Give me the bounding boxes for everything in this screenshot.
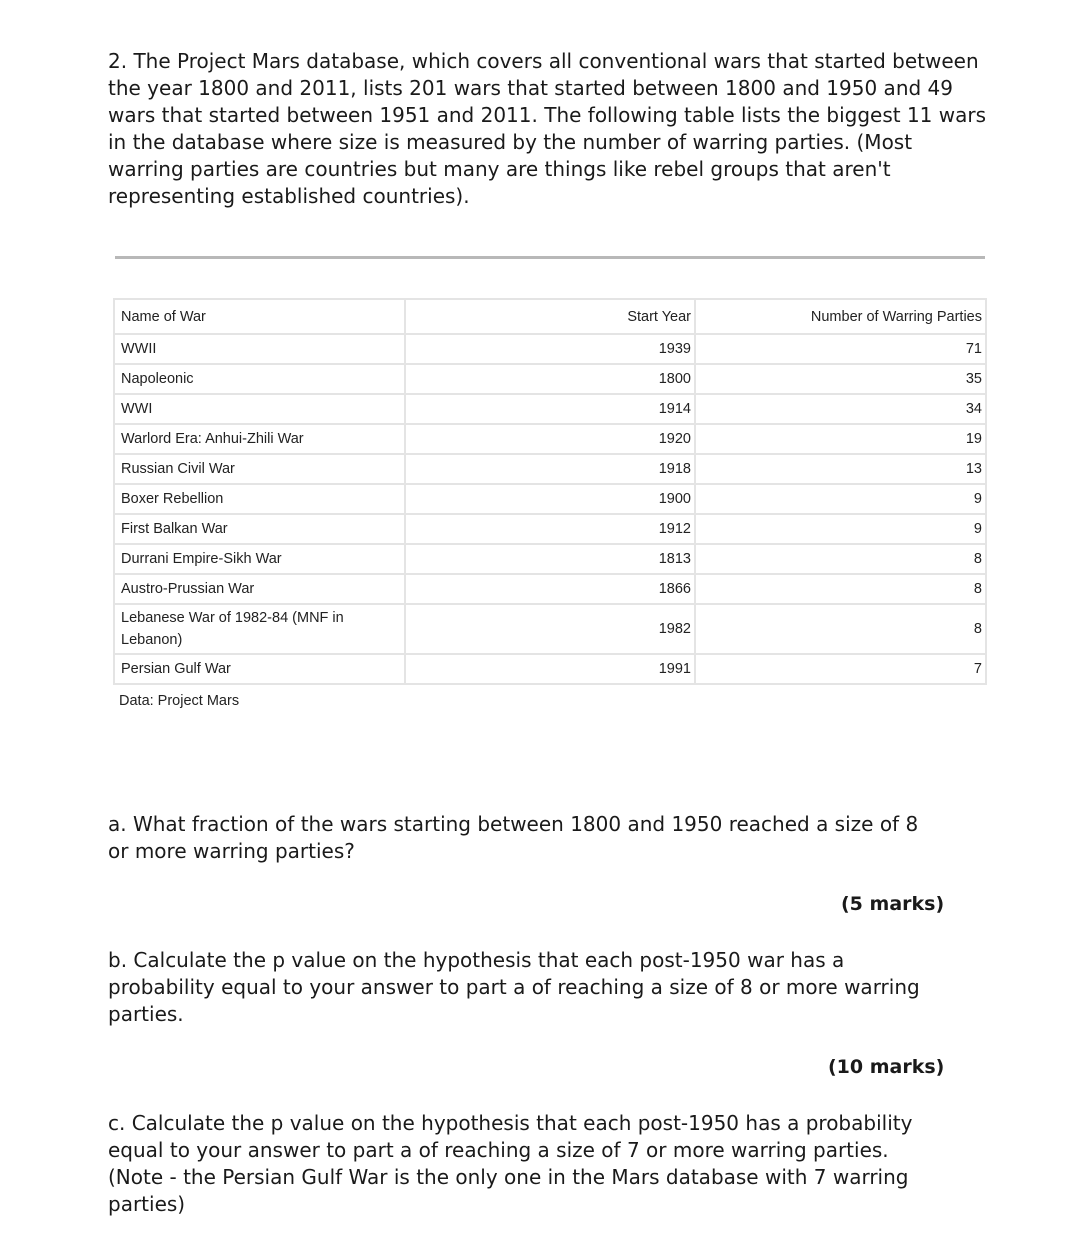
warring-parties-cell: 71 bbox=[695, 334, 986, 364]
war-name-cell: Russian Civil War bbox=[114, 454, 405, 484]
header-number-of-warring-parties: Number of Warring Parties bbox=[695, 299, 986, 334]
war-name-cell: Napoleonic bbox=[114, 364, 405, 394]
war-name-cell: WWII bbox=[114, 334, 405, 364]
start-year-cell: 1800 bbox=[405, 364, 695, 394]
table-row bbox=[114, 604, 986, 654]
start-year-cell: 1813 bbox=[405, 544, 695, 574]
war-name-cell: Austro-Prussian War bbox=[114, 574, 405, 604]
start-year-cell: 1912 bbox=[405, 514, 695, 544]
question-intro: 2. The Project Mars database, which covers all conventional wars that started between the year 1800 and 2011, lists 201 wars that started between 1800 and 1950 and 49 wars that started between 1951 and 2011. The following table lists the biggest 11 wars in the database where size is measured by the number of warring parties. (Most warring parties are countries but many are things like rebel groups that aren't representing established countries). bbox=[108, 49, 987, 208]
war-name-cell: Lebanese War of 1982-84 (MNF in Lebanon) bbox=[114, 604, 405, 654]
start-year-cell: 1920 bbox=[405, 424, 695, 454]
start-year-cell: 1866 bbox=[405, 574, 695, 604]
table-row bbox=[114, 394, 986, 424]
table-row bbox=[114, 514, 986, 544]
war-name-cell: WWI bbox=[114, 394, 405, 424]
war-name-cell: Boxer Rebellion bbox=[114, 484, 405, 514]
start-year-cell: 1991 bbox=[405, 654, 695, 684]
start-year-cell: 1982 bbox=[405, 604, 695, 654]
wars-table-container bbox=[113, 298, 985, 709]
start-year-cell: 1939 bbox=[405, 334, 695, 364]
warring-parties-cell: 19 bbox=[695, 424, 986, 454]
war-name-cell: Durrani Empire-Sikh War bbox=[114, 544, 405, 574]
warring-parties-cell: 13 bbox=[695, 454, 986, 484]
question-c: c. Calculate the p value on the hypothesis that each post-1950 has a probability equal to your answer to part a of reaching a size of 7 or more warring parties. (Note - the Persian Gulf War is the only one in the Mars database with 7 warring parties) bbox=[108, 1111, 913, 1216]
header-name-of-war: Name of War bbox=[114, 299, 405, 334]
table-row bbox=[114, 454, 986, 484]
table-header-row bbox=[114, 299, 986, 334]
table-row bbox=[114, 334, 986, 364]
start-year-cell: 1914 bbox=[405, 394, 695, 424]
table-source-note: Data: Project Mars bbox=[119, 693, 240, 709]
war-name-cell: Warlord Era: Anhui-Zhili War bbox=[114, 424, 405, 454]
table-row bbox=[114, 654, 986, 684]
warring-parties-cell: 35 bbox=[695, 364, 986, 394]
table-row bbox=[114, 544, 986, 574]
warring-parties-cell: 9 bbox=[695, 514, 986, 544]
warring-parties-cell: 8 bbox=[695, 574, 986, 604]
question-a: a. What fraction of the wars starting between 1800 and 1950 reached a size of 8 or more warring parties? bbox=[108, 812, 919, 863]
table-row bbox=[114, 364, 986, 394]
table-row bbox=[114, 424, 986, 454]
warring-parties-cell: 8 bbox=[695, 604, 986, 654]
war-name-cell: Persian Gulf War bbox=[114, 654, 405, 684]
question-b-marks: (10 marks) bbox=[828, 1056, 945, 1078]
warring-parties-cell: 7 bbox=[695, 654, 986, 684]
warring-parties-cell: 8 bbox=[695, 544, 986, 574]
warring-parties-cell: 34 bbox=[695, 394, 986, 424]
wars-table bbox=[113, 298, 987, 685]
divider bbox=[115, 256, 985, 259]
table-row bbox=[114, 574, 986, 604]
start-year-cell: 1900 bbox=[405, 484, 695, 514]
start-year-cell: 1918 bbox=[405, 454, 695, 484]
table-row bbox=[114, 484, 986, 514]
header-start-year: Start Year bbox=[405, 299, 695, 334]
question-b: b. Calculate the p value on the hypothesis that each post-1950 war has a probability equal to your answer to part a of reaching a size of 8 or more warring parties. bbox=[108, 948, 920, 1026]
warring-parties-cell: 9 bbox=[695, 484, 986, 514]
question-a-marks: (5 marks) bbox=[841, 893, 945, 915]
war-name-cell: First Balkan War bbox=[114, 514, 405, 544]
